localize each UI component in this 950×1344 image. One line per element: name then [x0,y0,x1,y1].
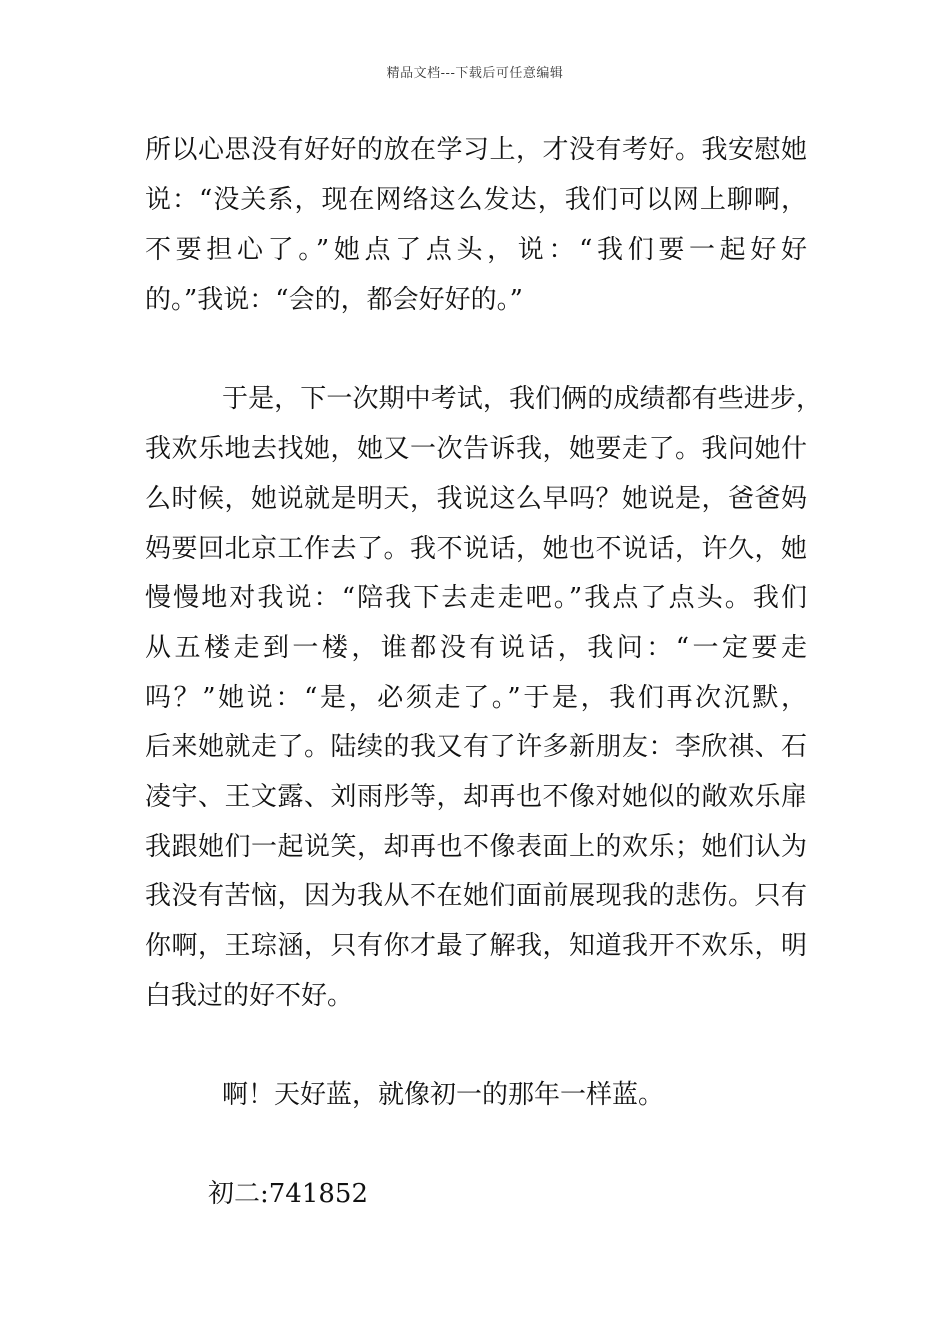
text-line: 凌宇、王文露、刘雨彤等，却再也不像对她似的敞欢乐扉 [145,782,807,812]
text-line: 的。”我说：“会的，都会好好的。” [145,285,523,315]
text-line: 后来她就走了。陆续的我又有了许多新朋友：李欣祺、石 [145,732,807,762]
text-line: 我没有苦恼，因为我从不在她们面前展现我的悲伤。只有 [145,881,807,911]
text-line: 妈要回北京工作去了。我不说话，她也不说话，许久，她 [145,534,807,564]
text-line: 初二:741852 [208,1179,369,1209]
text-line: 所以心思没有好好的放在学习上，才没有考好。我安慰她 [145,135,807,165]
text-line: 么时候，她说就是明天，我说这么早吗？她说是，爸爸妈 [145,484,807,514]
text-line: 吗？”她说：“是，必须走了。”于是，我们再次沉默， [145,683,807,713]
text-line: 我跟她们一起说笑，却再也不像表面上的欢乐；她们认为 [145,832,807,862]
page-header: 精品文档---下载后可任意编辑 [386,66,564,81]
text-line: 啊！天好蓝，就像初一的那年一样蓝。 [222,1080,665,1110]
text-line: 慢慢地对我说：“陪我下去走走吧。”我点了点头。我们 [145,583,807,613]
text-line: 不要担心了。”她点了点头，说：“我们要一起好好 [145,235,807,265]
text-line: 你啊，王琮涵，只有你才最了解我，知道我开不欢乐，明 [145,931,807,961]
text-line: 白我过的好不好。 [145,981,354,1011]
text-line: 我欢乐地去找她，她又一次告诉我，她要走了。我问她什 [145,434,807,464]
text-line: 从五楼走到一楼，谁都没有说话，我问：“一定要走 [145,633,807,663]
text-line: 于是，下一次期中考试，我们俩的成绩都有些进步， [222,384,822,414]
text-line: 说：“没关系，现在网络这么发达，我们可以网上聊啊， [145,185,807,215]
